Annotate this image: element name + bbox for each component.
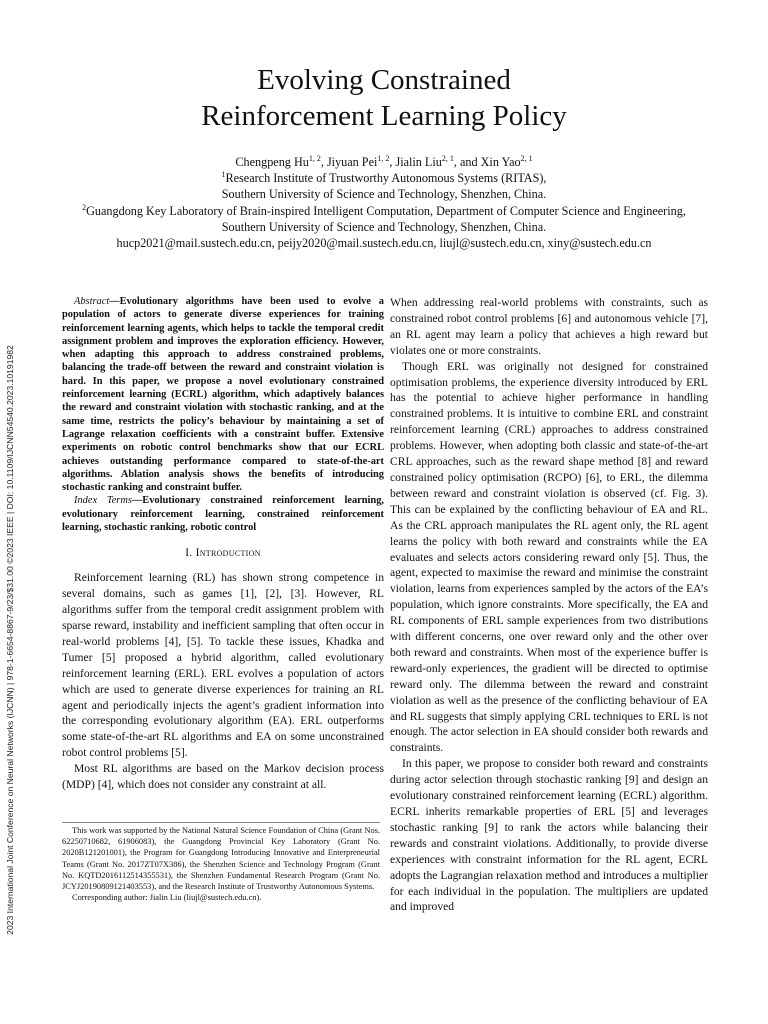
author-name: Xin Yao (480, 155, 521, 169)
conference-sidebar (2, 300, 18, 980)
section-heading-introduction: I. Introduction (185, 547, 261, 560)
index-terms-label: Index Terms (74, 495, 132, 507)
affiliation-1-university: Southern University of Science and Technology, Shenzhen, China. (221, 187, 547, 202)
affiliation-2-university: Southern University of Science and Technology, Shenzhen, China. (221, 219, 547, 234)
paper-title (0, 62, 768, 134)
author-affiliation-mark: 1, 2 (377, 154, 390, 163)
author-block (0, 154, 768, 251)
author-affiliation-mark: 2, 1 (441, 154, 454, 163)
right-paragraph-1: When addressing real-world problems with constraints, such as constrained robot control problems [6] and autonomous vehicle [7], an RL agent may learn a policy that achieves a high reward but violates one or more constraints. (390, 296, 708, 357)
index-terms-text: —Evolutionary constrained reinforcement learning, evolutionary reinforcement learning, constrained reinforcement learning, stochastic ranking, robotic control (62, 495, 384, 534)
right-paragraph-3: In this paper, we propose to consider both reward and constraints during actor selection through stochastic ranking [9] and design an evolutionary constrained reinforcement learning (ECRL) algorithm. ECRL inherits remarkable properties of ERL [5] and leverages stochastic ranking [9] to rank the actors while balancing their rewards and constraint violations. Additionally, to provide diverse experiences with constraint information for the RL agent, ECRL adopts the Lagrangian relaxation method and introduces a multiplier for each individual in the population. The multipliers are updated and improved (390, 757, 708, 914)
right-paragraph-2: Though ERL was originally not designed for constrained optimisation problems, the experience diversity introduced by ERL has the potential to achieve higher performance in handling constrained problems. It is intuitive to combine ERL and constraint reinforcement learning (CRL) approaches to address constrained problems. However, when adopting both classic and state-of-the-art CRL approaches, such as the reward shape method [8] and reward constrained policy optimisation (RCPO) [6], to ERL, the dilemma between reward and constraint violation is observed (cf. Fig. 3). This can be explained by the conflicting behaviour of EA and RL. As the CRL approach manipulates the RL agent only, the RL agent learns the policy with both reward and constraints while the EA evaluates and selects actors considering reward only [5]. Thus, the agent, expected to maximise the reward and minimise the constraint violation, learns from experiences sampled by the actors of the EA’s population, which ignore constraints. More specifically, the EA and RL components of ERL sample experiences from two distributions with different concerns, one over reward only and the other over both reward and constraints. When most of the experience buffer is reward-only experiences, the gradient will be directed to optimise reward only. The dilemma between the reward and constraint violation as well as the presence of the conflicting behaviour of EA and RL suggests that simply applying CRL techniques to ERL is not enough. The actor selection in EA should consider both rewards and constraints. (390, 359, 708, 755)
author-name: Jialin Liu (395, 155, 442, 169)
intro-paragraph-2: Most RL algorithms are based on the Markov decision process (MDP) [4], which does not consider any constraint at all. (62, 762, 384, 792)
intro-paragraph-1: Reinforcement learning (RL) has shown strong competence in several domains, such as games [1], [2], [3]. However, RL algorithms suffer from the temporal credit assignment problem with sparse reward, instability and inefficient sampling that often occur in real-world problems [4], [5]. To tackle these issues, Khadka and Tumer [5] proposed a hybrid algorithm, called evolutionary reinforcement learning (ERL). ERL evolves a population of actors which are used to generate diverse experiences for training an RL agent and periodically injects the agent’s gradient information into the corresponding evolutionary algorithm (EA). ERL outperforms some state-of-the-art RL algorithms and EA on some unconstrained robot control problems [5]. (62, 571, 384, 760)
author-name: Jiyuan Pei (326, 155, 378, 169)
author-name: Chengpeng Hu (235, 155, 309, 169)
left-column (62, 295, 384, 793)
abstract (62, 295, 384, 494)
abstract-text: —Evolutionary algorithms have been used to evolve a population of actors to generate diverse experiences for training reinforcement learning agents, which helps to tackle the temporal credit assignment problem and improves the exploration efficiency. However, when adapting this approach to address constrained problems, balancing the trade-off between the reward and constraint violation is hard. In this paper, we propose a novel evolutionary constrained reinforcement learning (ECRL) algorithm, which adaptively balances the reward and constraint violation with stochastic ranking, and at the same time, restricts the policy’s behaviour by maintaining a set of Lagrange relaxation coefficients with a constraint buffer. Extensive experiments on robotic control benchmarks show that our ECRL achieves outstanding performance compared to state-of-the-art algorithms. Ablation analysis shows the benefits of introducing stochastic ranking and constraint buffer. (62, 296, 384, 494)
abstract-label: Abstract (74, 296, 110, 307)
affiliation-2: $^2$Guangdong Key Laboratory of Brain-inspired Intelligent Computation, Department of Computer Science and Engineering, (82, 202, 686, 218)
author-affiliation-mark: 2, 1 (520, 154, 533, 163)
title-line-2: Reinforcement Learning Policy (201, 100, 567, 132)
index-terms (62, 494, 384, 534)
sidebar-doi-text: 2023 International Joint Conference on Neural Networks (IJCNN) | 978-1-6654-8867-9/23/$31.00 ©2023 IEEE | DOI: 10.1109/IJCNN54540.2023.10191982 (5, 345, 15, 935)
author-affiliation-mark: 1, 2 (308, 154, 321, 163)
footnotes (62, 822, 380, 903)
author-emails: hucp2021@mail.sustech.edu.cn, peijy2020@mail.sustech.edu.cn, liujl@sustech.edu.cn, xiny@sustech.edu.cn (116, 236, 652, 251)
author-list: Chengpeng Hu$^{1, 2}$, Jiyuan Pei$^{1, 2}$, Jialin Liu$^{2, 1}$, and Xin Yao$^{2, 1}$ (235, 154, 533, 169)
affiliation-1: $^1$Research Institute of Trustworthy Autonomous Systems (RITAS), (221, 170, 547, 186)
corresponding-author-footnote: Corresponding author: Jialin Liu (liujl@sustech.edu.cn). (72, 893, 262, 903)
right-column (390, 295, 708, 915)
funding-footnote: This work was supported by the National Natural Science Foundation of China (Grant Nos. 62250710682, 61906083), the Guangdong Provincial Key Laboratory (Grant No. 2020B121201001), the Program for Guangdong Introducing Innovative and Enterpreneurial Teams (Grant No. 2017ZT07X386), the Shenzhen Science and Technology Program (Grant No. KQTD2016112514355531), the Shenzhen Fundamental Research Program (Grant No. JCYJ20190809121403553), and the Research Institute of Trustworthy Autonomous Systems. (62, 826, 380, 892)
title-line-1: Evolving Constrained (257, 64, 511, 96)
